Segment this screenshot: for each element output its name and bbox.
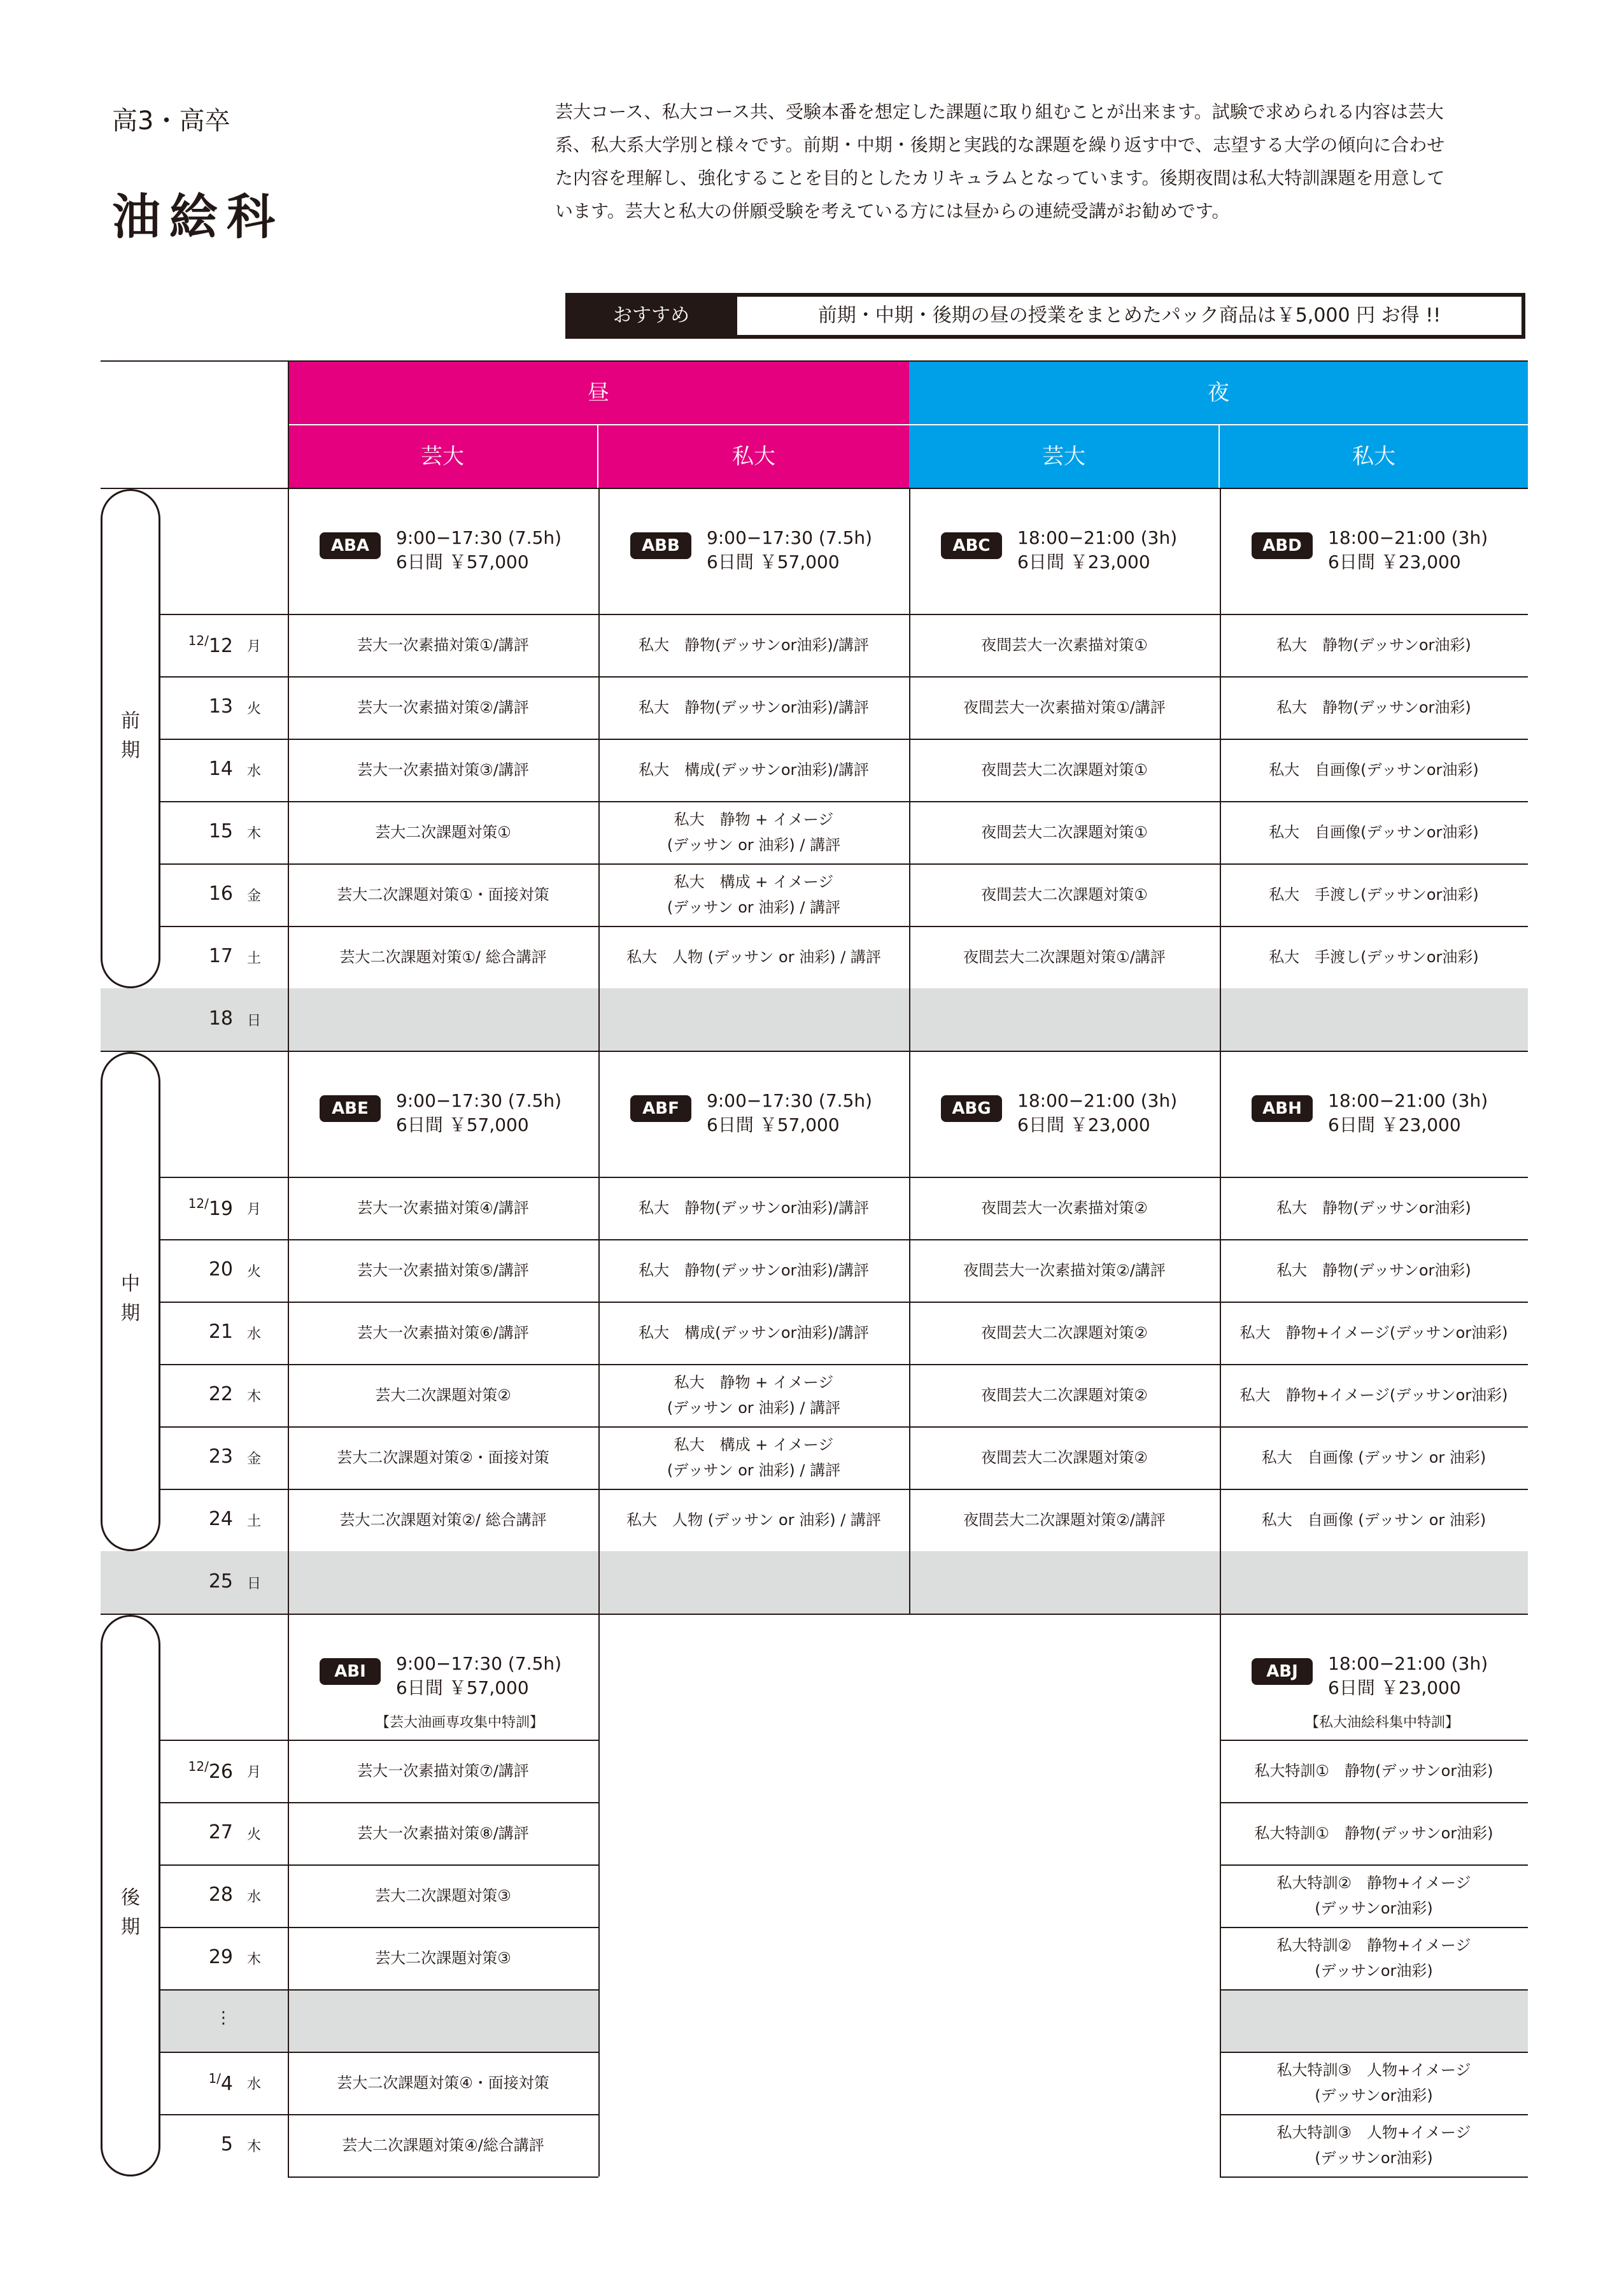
class-cell: 芸大一次素描対策⑥/講評 [357,1324,529,1342]
class-cell: 夜間芸大二次課題対策① [981,823,1148,841]
date-cell [160,1426,286,1489]
course-time: 9:00−17:30 (7.5h) [396,527,562,548]
course-time: 9:00−17:30 (7.5h) [396,1090,562,1111]
grid-line [101,1051,1528,1052]
class-cell: 私大 静物(デッサンor油彩) [1276,1199,1471,1217]
grid-line [1220,1927,1528,1928]
date-number [209,758,233,780]
recommend-tag: おすすめ [612,304,690,327]
class-cell: 夜間芸大二次課題対策① [981,886,1148,904]
weekday: 水 [246,1326,261,1342]
grid-line [160,1864,288,1866]
date-number [209,820,233,842]
date-cell [160,2114,286,2176]
class-cell: 芸大二次課題対策②/ 総合講評 [339,1511,547,1529]
course-code-badge: ABD [1252,532,1313,559]
class-cell: 私大 静物(デッサンor油彩)/講評 [639,1199,869,1217]
grid-line [160,1239,288,1240]
grid-line [160,1177,1528,1178]
class-cell: 私大特訓① 静物(デッサンor油彩) [1254,1762,1493,1780]
grid-line [288,1426,1528,1428]
class-cell: 夜間芸大一次素描対策① [981,636,1148,654]
date-number [188,1196,233,1220]
weekday: 水 [246,1889,261,1905]
course-price: 6日間 ￥57,000 [396,551,529,572]
grid-line [160,739,288,740]
weekday: 火 [246,1264,261,1280]
grid-line [598,1052,600,1551]
grid-line [288,1489,1528,1490]
date-number [209,1258,233,1281]
class-cell: 私大 自画像(デッサンor油彩) [1269,823,1479,841]
grid-line [1220,1740,1528,1741]
course-price: 6日間 ￥23,000 [1328,1677,1461,1698]
class-cell: 私大 静物 + イメージ (デッサン or 油彩) / 講評 [667,1374,841,1417]
date-cell [160,739,286,801]
grid-line [288,676,1528,678]
grid-line [909,489,910,988]
course-time: 9:00−17:30 (7.5h) [707,527,873,548]
weekday: 月 [246,1764,261,1780]
course-time: 18:00−21:00 (3h) [1328,1090,1488,1111]
grid-line [1220,489,1221,988]
course-code-badge: ABA [320,532,381,559]
class-cell: 夜間芸大二次課題対策② [981,1324,1148,1342]
day-number: 4 [220,2073,233,2095]
grid-line [909,1052,910,1551]
description-line: 芸大コース、私大コース共、受験本番を想定した課題に取り組むことが出来ます。試験で求められる内容は芸大 [555,101,1444,122]
description-line: 系、私大系大学別と様々です。前期・中期・後期と実践的な課題を繰り返す中で、志望する大学の傾向に合わせ [555,134,1445,155]
grid-line [288,2114,598,2115]
grid-line [288,2052,598,2053]
class-cell: 私大 静物+イメージ(デッサンor油彩) [1239,1324,1508,1342]
day-geidai-header: 芸大 [288,425,597,488]
month-prefix: 12/ [188,1759,209,1774]
holiday-row [101,1551,1528,1614]
class-cell: 私大 自画像 (デッサン or 油彩) [1261,1449,1486,1466]
grid-line [288,1302,1528,1303]
class-cell: 芸大二次課題対策④・面接対策 [337,2074,549,2092]
weekday: 日 [246,1576,261,1592]
course-time: 18:00−21:00 (3h) [1017,527,1178,548]
day-number: 13 [208,695,233,718]
date-cell [160,801,286,863]
weekday: 土 [246,951,261,967]
date-cell [160,1177,286,1239]
day-number: 22 [208,1383,233,1405]
course-code-badge: ABI [320,1658,381,1685]
class-cell: 私大 人物 (デッサン or 油彩) / 講評 [626,1511,881,1529]
class-cell: 私大 自画像 (デッサン or 油彩) [1261,1511,1486,1529]
date-number [209,883,233,905]
day-number: 17 [208,945,233,967]
grid-line [101,1614,1528,1615]
class-cell: 芸大二次課題対策③ [375,1949,511,1967]
grid-line [160,676,288,678]
date-number [209,1884,233,1906]
date-cell [160,1927,286,1989]
weekday: 火 [246,701,261,717]
ellipsis: ⋮ [215,2008,232,2027]
class-cell: 私大 静物(デッサンor油彩)/講評 [639,636,869,654]
grid-line [288,1551,289,1614]
date-cell [160,988,286,1051]
period-label-char: 中 [121,1273,140,1295]
date-cell [160,676,286,739]
weekday: 木 [246,826,261,842]
period-label-char: 後 [121,1887,140,1909]
class-cell: 私大特訓② 静物+イメージ (デッサンor油彩) [1276,1874,1471,1917]
day-number: 28 [208,1884,233,1906]
class-cell: 夜間芸大一次素描対策②/講評 [963,1261,1166,1279]
day-number: 20 [208,1258,233,1281]
grid-line [1220,1052,1221,1551]
month-prefix: 1/ [208,2071,221,2086]
date-number [209,945,233,967]
grid-line [160,1989,288,1991]
class-cell: 私大 人物 (デッサン or 油彩) / 講評 [626,948,881,966]
course-code-badge: ABB [630,532,691,559]
class-cell: 芸大二次課題対策②・面接対策 [337,1449,549,1466]
class-cell: 芸大一次素描対策⑤/講評 [357,1261,529,1279]
grid-line [1220,2052,1528,2053]
class-cell: 芸大一次素描対策⑧/講評 [357,1824,529,1842]
weekday: 木 [246,2139,261,2155]
class-cell: 私大 静物(デッサンor油彩) [1276,1261,1471,1279]
class-cell: 私大 静物 + イメージ (デッサン or 油彩) / 講評 [667,811,841,854]
class-cell: 私大 自画像(デッサンor油彩) [1269,761,1479,779]
description-line: た内容を理解し、強化することを目的としたカリキュラムとなっています。後期夜間は私大特訓課題を用意して [555,167,1445,188]
period-label-box [101,1615,160,2176]
grid-line [160,2114,288,2115]
holiday-row [101,988,1528,1051]
day-number: 15 [208,820,233,842]
course-price: 6日間 ￥23,000 [1017,551,1150,572]
class-cell: 私大 構成 + イメージ (デッサン or 油彩) / 講評 [667,1436,841,1479]
grid-line [160,926,288,927]
course-note: 【私大油絵科集中特訓】 [1305,1715,1460,1731]
weekday: 水 [246,2077,261,2092]
grid-line [288,1802,598,1803]
date-number [209,695,233,718]
weekday: 月 [246,1202,261,1218]
grid-line [160,1802,288,1803]
date-number [209,1946,233,1968]
grid-line [288,863,1528,865]
grid-line [598,1615,600,2176]
class-cell: 私大 静物(デッサンor油彩) [1276,699,1471,716]
month-prefix: 12/ [188,1196,209,1211]
course-price: 6日間 ￥57,000 [396,1114,529,1135]
grid-line [1220,2176,1528,2178]
class-cell: 夜間芸大二次課題対策①/講評 [963,948,1166,966]
recommend-message: 前期・中期・後期の昼の授業をまとめたパック商品は￥5,000 円 お得 !! [737,297,1522,335]
date-number [188,633,233,657]
daytime-header: 昼 [288,362,909,424]
grid-line [288,489,289,988]
course-code-badge: ABH [1252,1095,1313,1122]
course-code-badge: ABC [941,532,1002,559]
course-price: 6日間 ￥23,000 [1328,551,1461,572]
grid-line [288,1989,598,1991]
date-number [208,2071,233,2095]
date-cell [160,1864,286,1927]
class-cell: 芸大一次素描対策②/講評 [357,699,529,716]
period-label-char: 期 [121,739,140,762]
date-cell [160,2052,286,2114]
grid-line [288,926,1528,927]
date-cell [160,1489,286,1551]
grid-line [160,1740,600,1741]
course-note: 【芸大油画専攻集中特訓】 [376,1715,544,1731]
course-time: 18:00−21:00 (3h) [1017,1090,1178,1111]
day-number: 18 [208,1007,233,1030]
grid-line [160,1364,288,1365]
course-price: 6日間 ￥57,000 [396,1677,529,1698]
grid-line [1220,988,1221,1051]
weekday: 金 [246,888,261,904]
weekday: 日 [246,1013,261,1029]
course-time: 18:00−21:00 (3h) [1328,1653,1488,1674]
class-cell: 私大 静物(デッサンor油彩)/講評 [639,699,869,716]
description [555,96,1536,228]
weekday: 木 [246,1389,261,1405]
class-cell: 私大 静物(デッサンor油彩)/講評 [639,1261,869,1279]
class-cell: 夜間芸大二次課題対策② [981,1449,1148,1466]
date-cell [160,863,286,926]
grid-line [288,1927,598,1928]
class-cell: 私大特訓① 静物(デッサンor油彩) [1254,1824,1493,1842]
day-number: 12 [208,635,233,657]
day-number: 25 [208,1570,233,1593]
department-title: 油絵科 [112,188,284,245]
period-label-char: 期 [121,1302,140,1324]
class-cell: 芸大二次課題対策① [375,823,511,841]
grid-line [160,1302,288,1303]
grid-line [288,360,289,488]
weekday: 火 [246,1827,261,1843]
night-shidai-header: 私大 [1220,425,1528,488]
day-number: 23 [208,1445,233,1468]
grid-line [288,739,1528,740]
grid-line [1220,1615,1221,2176]
class-cell: 私大 構成(デッサンor油彩)/講評 [639,1324,869,1342]
course-code-badge: ABF [630,1095,691,1122]
day-number: 19 [208,1198,233,1220]
nighttime-header: 夜 [909,362,1528,424]
course-time: 18:00−21:00 (3h) [1328,527,1488,548]
grid-line [288,1864,598,1866]
course-price: 6日間 ￥57,000 [707,551,840,572]
grid-line [160,801,288,802]
date-cell [160,1551,286,1614]
day-number: 27 [208,1821,233,1843]
grid-line [160,1927,288,1928]
grid-line [160,1426,288,1428]
day-number: 24 [208,1508,233,1530]
class-cell: 芸大二次課題対策③ [375,1887,511,1905]
class-cell: 私大 静物(デッサンor油彩) [1276,636,1471,654]
period-label-char: 前 [121,710,140,732]
class-cell: 芸大二次課題対策①/ 総合講評 [339,948,547,966]
grid-line [160,1489,288,1490]
course-code-badge: ABJ [1252,1658,1313,1685]
grid-line [288,2176,598,2178]
class-cell: 芸大二次課題対策①・面接対策 [337,886,549,904]
class-cell: 夜間芸大二次課題対策① [981,761,1148,779]
class-cell: 私大 手渡し(デッサンor油彩) [1269,886,1479,904]
grid-line [598,1551,600,1614]
grid-line [288,1615,289,2176]
grid-line [909,1551,910,1614]
date-cell [160,1989,286,2052]
grid-line [1220,2114,1528,2115]
class-cell: 私大 構成 + イメージ (デッサン or 油彩) / 講評 [667,873,841,916]
period-label-box [101,1052,160,1551]
class-cell: 私大特訓② 静物+イメージ (デッサンor油彩) [1276,1936,1471,1980]
grid-line [288,1364,1528,1365]
course-price: 6日間 ￥23,000 [1328,1114,1461,1135]
date-number [209,1445,233,1468]
grid-line [1220,1802,1528,1803]
class-cell: 芸大一次素描対策⑦/講評 [357,1762,529,1780]
course-price: 6日間 ￥23,000 [1017,1114,1150,1135]
weekday: 月 [246,639,261,655]
day-number: 21 [208,1321,233,1343]
date-cell [160,1302,286,1364]
weekday: 土 [246,1514,261,1530]
class-cell: 私大 静物+イメージ(デッサンor油彩) [1239,1386,1508,1404]
class-cell: 夜間芸大二次課題対策② [981,1386,1148,1404]
class-cell: 夜間芸大一次素描対策①/講評 [963,699,1166,716]
date-cell [160,926,286,988]
grid-line [1220,1989,1528,1991]
class-cell: 夜間芸大一次素描対策② [981,1199,1148,1217]
date-number [209,1321,233,1343]
day-number: 26 [208,1761,233,1783]
grid-line [288,801,1528,802]
grid-line [160,614,1528,615]
day-number: 14 [208,758,233,780]
course-code-badge: ABG [941,1095,1002,1122]
course-code-badge: ABE [320,1095,381,1122]
grade-label: 高3・高卒 [112,106,230,136]
day-shidai-header: 私大 [598,425,909,488]
grid-line [288,1052,289,1551]
grid-line [288,1239,1528,1240]
grid-line [101,360,1528,362]
grid-line [160,2052,288,2053]
period-label-box [101,489,160,988]
blank-row [1220,1989,1528,2052]
period-label-char: 期 [121,1916,140,1938]
date-cell [160,1740,286,1802]
weekday: 金 [246,1451,261,1467]
grid-line [288,988,289,1051]
class-cell: 夜間芸大二次課題対策②/講評 [963,1511,1166,1529]
grid-line [909,988,910,1051]
day-number: 29 [208,1946,233,1968]
class-cell: 芸大一次素描対策④/講評 [357,1199,529,1217]
class-cell: 芸大一次素描対策①/講評 [357,636,529,654]
weekday: 水 [246,763,261,779]
course-time: 9:00−17:30 (7.5h) [396,1653,562,1674]
class-cell: 私大 手渡し(デッサンor油彩) [1269,948,1479,966]
grid-line [1220,1551,1221,1614]
night-geidai-header: 芸大 [909,425,1218,488]
recommend-banner [565,293,1525,339]
grid-line [1220,1864,1528,1866]
date-number [188,1759,233,1783]
class-cell: 私大特訓③ 人物+イメージ (デッサンor油彩) [1276,2061,1471,2105]
class-cell: 私大特訓③ 人物+イメージ (デッサンor油彩) [1276,2124,1471,2167]
class-cell: 芸大二次課題対策② [375,1386,511,1404]
class-cell: 芸大二次課題対策④/総合講評 [342,2136,544,2154]
description-line: います。芸大と私大の併願受験を考えている方には昼からの連続受講がお勧めです。 [555,201,1230,222]
day-number: 5 [220,2133,233,2155]
grid-line [598,489,600,988]
date-cell [160,1239,286,1302]
weekday: 木 [246,1952,261,1968]
grid-line [160,863,288,865]
month-prefix: 12/ [188,633,209,648]
date-number [209,1383,233,1405]
course-price: 6日間 ￥57,000 [707,1114,840,1135]
date-cell [160,1364,286,1426]
day-number: 16 [208,883,233,905]
date-number [209,1508,233,1530]
date-number [221,2133,233,2155]
date-cell [160,1802,286,1864]
course-time: 9:00−17:30 (7.5h) [707,1090,873,1111]
grid-line [598,988,600,1051]
grid-line [101,488,1528,489]
class-cell: 芸大一次素描対策③/講評 [357,761,529,779]
class-cell: 私大 構成(デッサンor油彩)/講評 [639,761,869,779]
date-number [209,1821,233,1843]
date-cell [160,614,286,676]
